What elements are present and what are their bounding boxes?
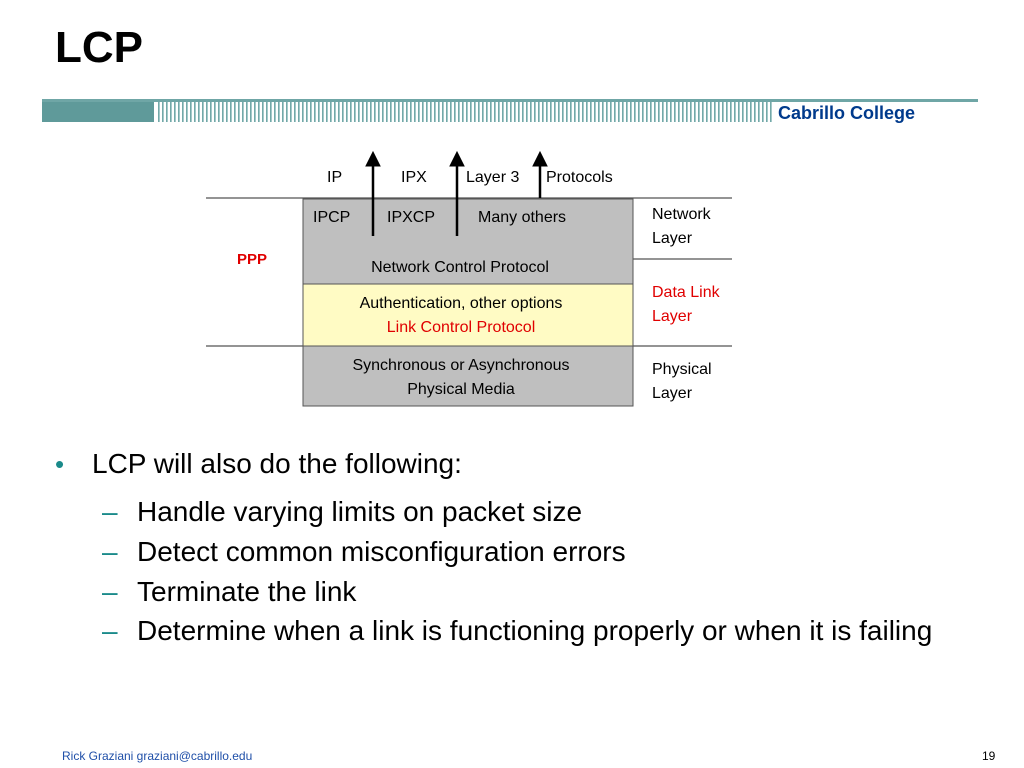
dash-icon: – bbox=[102, 576, 118, 607]
arrow-layer3 bbox=[533, 152, 547, 198]
sub-bullet-text: Detect common misconfiguration errors bbox=[137, 536, 626, 567]
layer-physical-2: Layer bbox=[652, 385, 693, 402]
lcp-box bbox=[303, 284, 633, 346]
sub-bullet bbox=[55, 532, 995, 572]
ncp-item-ipcp: IPCP bbox=[313, 209, 351, 226]
footer-author: Rick Graziani graziani@cabrillo.edu bbox=[62, 749, 253, 763]
sub-bullet bbox=[55, 572, 995, 612]
sub-bullet bbox=[55, 492, 995, 532]
page-number: 19 bbox=[982, 749, 996, 763]
lcp-line1: Authentication, other options bbox=[359, 295, 563, 312]
bullet-list bbox=[55, 446, 995, 482]
label-protocols: Protocols bbox=[546, 169, 613, 186]
main-bullet-text: LCP will also do the following: bbox=[92, 448, 462, 479]
ncp-label: Network Control Protocol bbox=[371, 259, 549, 276]
sub-bullet-text: Handle varying limits on packet size bbox=[137, 496, 583, 527]
label-ipx: IPX bbox=[401, 169, 427, 186]
bullet-dot-icon: • bbox=[55, 449, 65, 479]
layer-datalink-1: Data Link bbox=[652, 284, 720, 301]
ncp-item-others: Many others bbox=[478, 209, 567, 226]
layer-network-2: Layer bbox=[652, 230, 693, 247]
layer-physical-1: Physical bbox=[652, 361, 712, 378]
ncp-item-ipxcp: IPXCP bbox=[387, 209, 436, 226]
main-bullet bbox=[55, 446, 995, 482]
dash-icon: – bbox=[102, 496, 118, 527]
physical-line2: Physical Media bbox=[407, 381, 515, 398]
sub-bullet-text: Terminate the link bbox=[137, 576, 357, 607]
label-ip: IP bbox=[327, 169, 343, 186]
physical-line1: Synchronous or Asynchronous bbox=[352, 357, 570, 374]
slide-title: LCP bbox=[55, 23, 143, 72]
label-layer3: Layer 3 bbox=[466, 169, 520, 186]
lcp-line2: Link Control Protocol bbox=[386, 319, 536, 336]
sub-bullet-text: Determine when a link is functioning properly or when it is failing bbox=[137, 615, 933, 646]
sub-bullet-list bbox=[55, 492, 995, 650]
dash-icon: – bbox=[102, 536, 118, 567]
layer-datalink-2: Layer bbox=[652, 308, 693, 325]
ppp-label: PPP bbox=[237, 251, 268, 268]
brand-logo-text: Cabrillo College bbox=[774, 102, 919, 124]
sub-bullet bbox=[55, 612, 977, 650]
dash-icon: – bbox=[102, 615, 118, 646]
layer-network-1: Network bbox=[652, 206, 711, 223]
